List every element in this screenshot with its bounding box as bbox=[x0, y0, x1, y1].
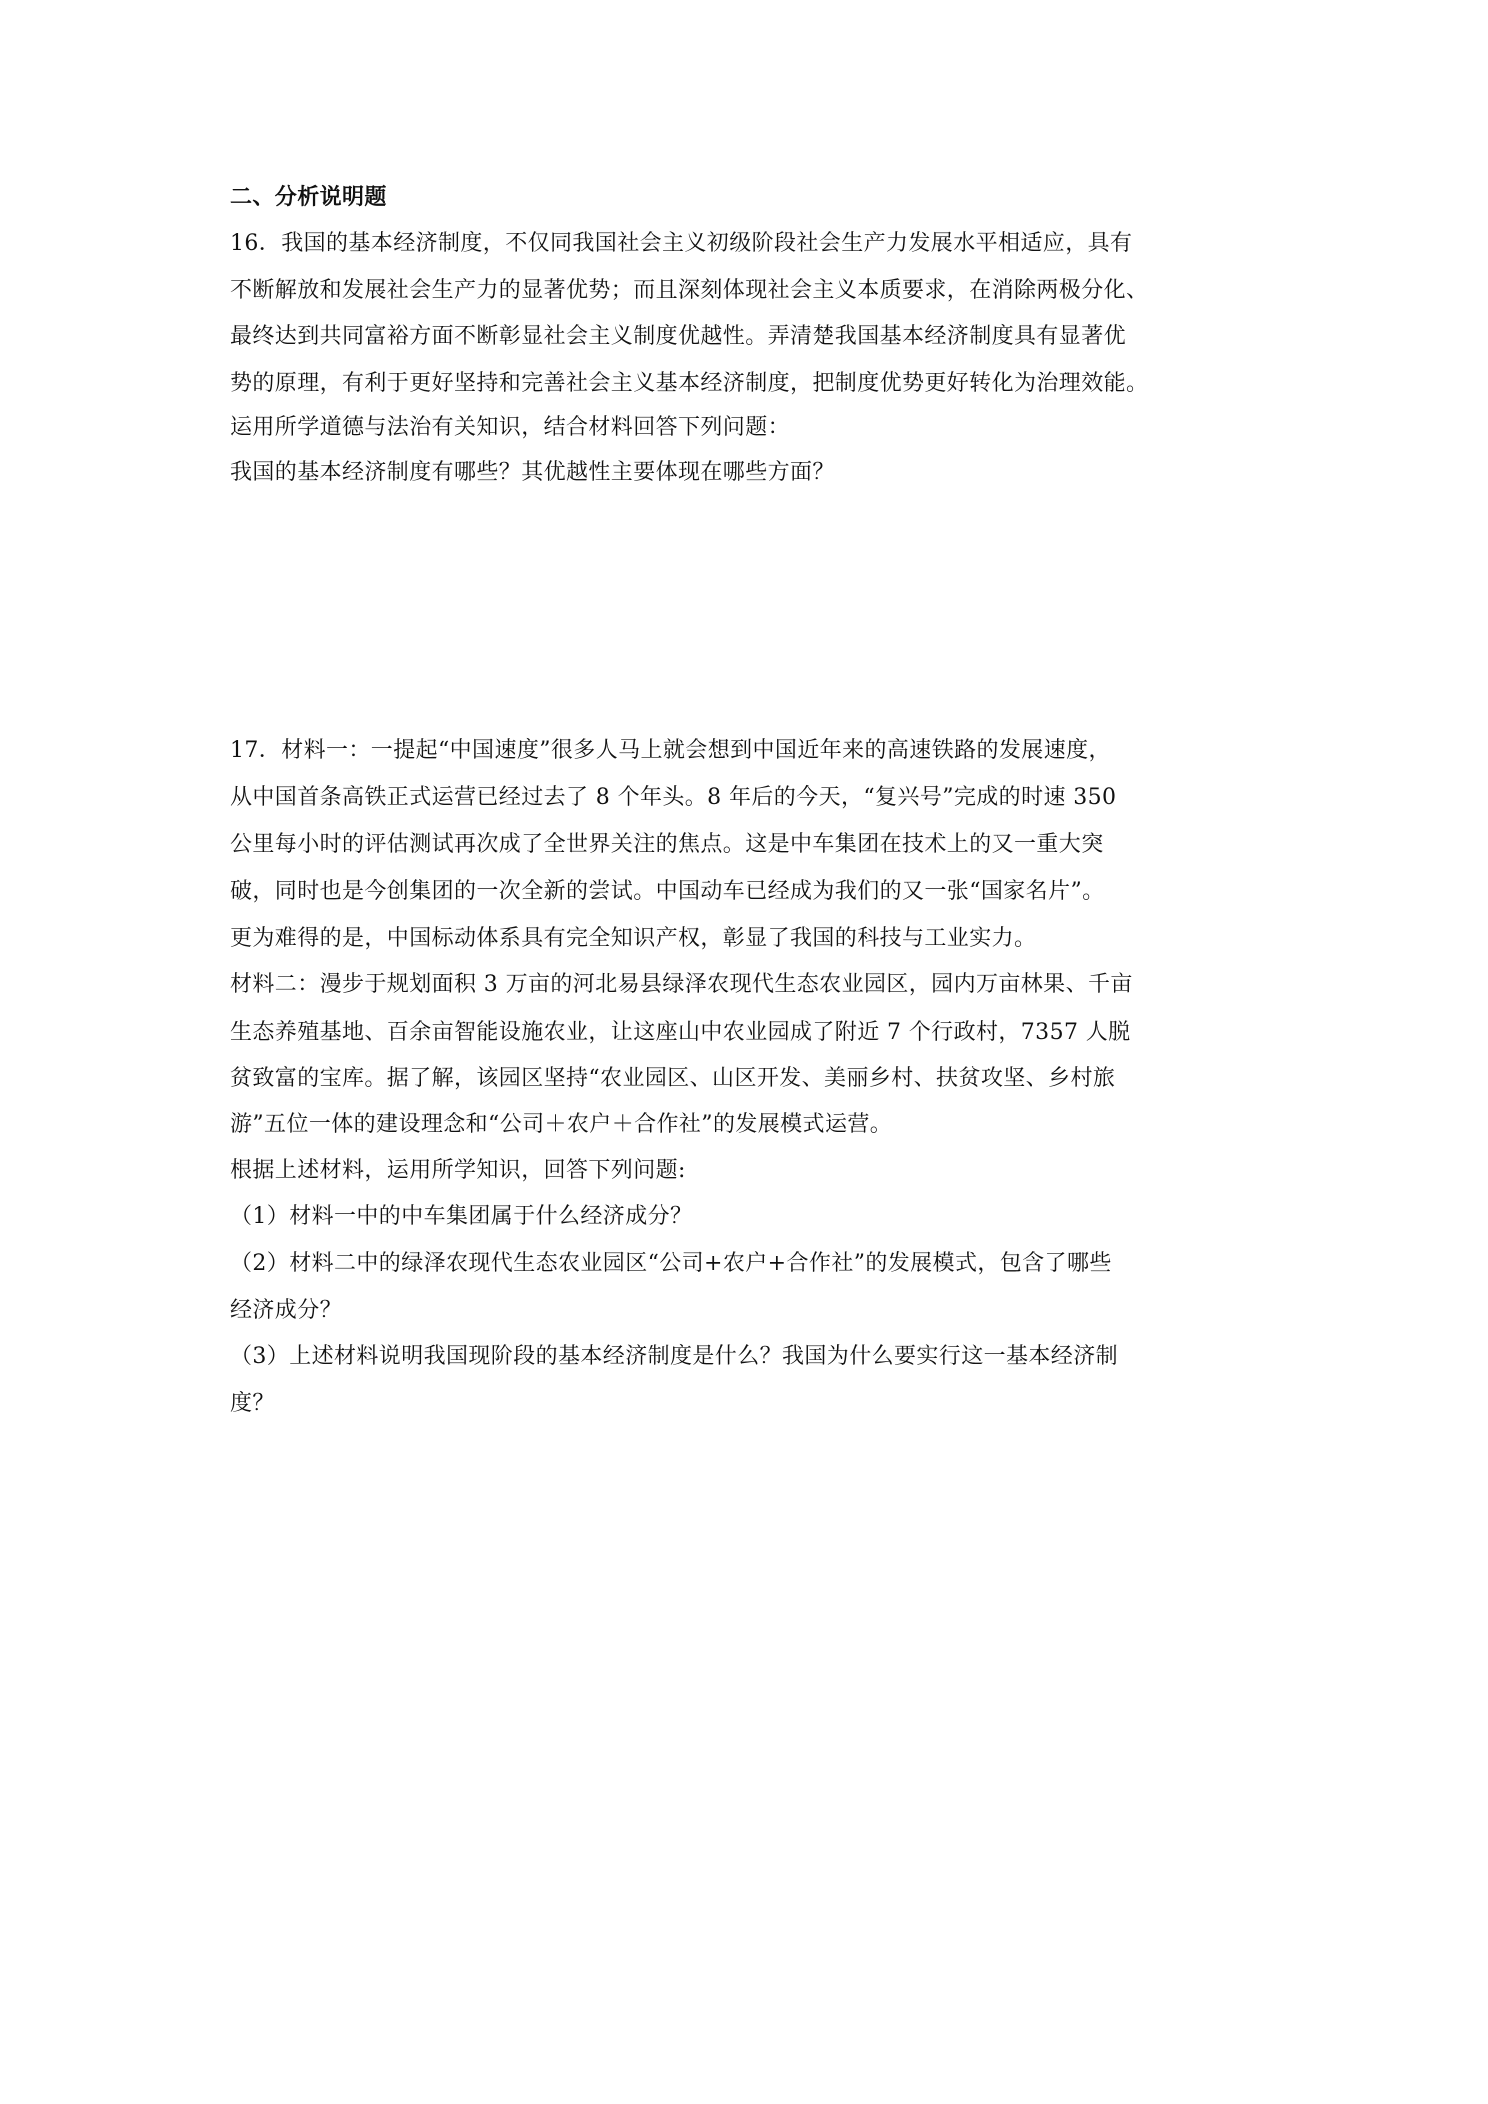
q17-subquestion: （1）材料一中的中车集团属于什么经济成分？ bbox=[230, 1204, 693, 1229]
q17-line: 度？ bbox=[230, 1391, 275, 1416]
q17-line: 更为难得的是，中国标动体系具有完全知识产权，彰显了我国的科技与工业实力。 bbox=[230, 926, 1037, 951]
q17-line: 破，同时也是今创集团的一次全新的尝试。中国动车已经成为我们的又一张“国家名片”。 bbox=[230, 879, 1105, 904]
q17-line: 17．材料一：一提起“中国速度”很多人马上就会想到中国近年来的高速铁路的发展速度， bbox=[230, 738, 1111, 763]
q16-line: 16．我国的基本经济制度，不仅同我国社会主义初级阶段社会生产力发展水平相适应，具有 bbox=[230, 231, 1133, 256]
q17-subquestion: （2）材料二中的绿泽农现代生态农业园区“公司+农户+合作社”的发展模式，包含了哪些 bbox=[230, 1251, 1112, 1276]
q17-line: 根据上述材料，运用所学知识，回答下列问题: bbox=[230, 1158, 686, 1183]
q16-line: 势的原理，有利于更好坚持和完善社会主义基本经济制度，把制度优势更好转化为治理效能。 bbox=[230, 371, 1149, 396]
q16-line: 最终达到共同富裕方面不断彰显社会主义制度优越性。弄清楚我国基本经济制度具有显著优 bbox=[230, 324, 1127, 349]
q17-line: 游”五位一体的建设理念和“公司＋农户＋合作社”的发展模式运营。 bbox=[230, 1112, 893, 1137]
q17-subquestion: （3）上述材料说明我国现阶段的基本经济制度是什么？我国为什么要实行这一基本经济制 bbox=[230, 1344, 1118, 1369]
q17-line: 公里每小时的评估测试再次成了全世界关注的焦点。这是中车集团在技术上的又一重大突 bbox=[230, 832, 1104, 857]
q17-line: 贫致富的宝库。据了解，该园区坚持“农业园区、山区开发、美丽乡村、扶贫攻坚、乡村旅 bbox=[230, 1066, 1116, 1091]
q16-line: 运用所学道德与法治有关知识，结合材料回答下列问题： bbox=[230, 415, 791, 440]
section-heading: 二、分析说明题 bbox=[230, 185, 387, 210]
q16-line: 不断解放和发展社会生产力的显著优势；而且深刻体现社会主义本质要求，在消除两极分化、 bbox=[230, 278, 1149, 303]
q17-line: 材料二：漫步于规划面积 3 万亩的河北易县绿泽农现代生态农业园区，园内万亩林果、千亩 bbox=[230, 972, 1133, 997]
q16-line: 我国的基本经济制度有哪些？其优越性主要体现在哪些方面？ bbox=[230, 460, 835, 485]
q17-line: 从中国首条高铁正式运营已经过去了 8 个年头。8 年后的今天，“复兴号”完成的时速 350 bbox=[230, 785, 1117, 810]
q17-line: 生态养殖基地、百余亩智能设施农业，让这座山中农业园成了附近 7 个行政村，7357 人脱 bbox=[230, 1020, 1131, 1045]
q17-line: 经济成分？ bbox=[230, 1298, 343, 1323]
